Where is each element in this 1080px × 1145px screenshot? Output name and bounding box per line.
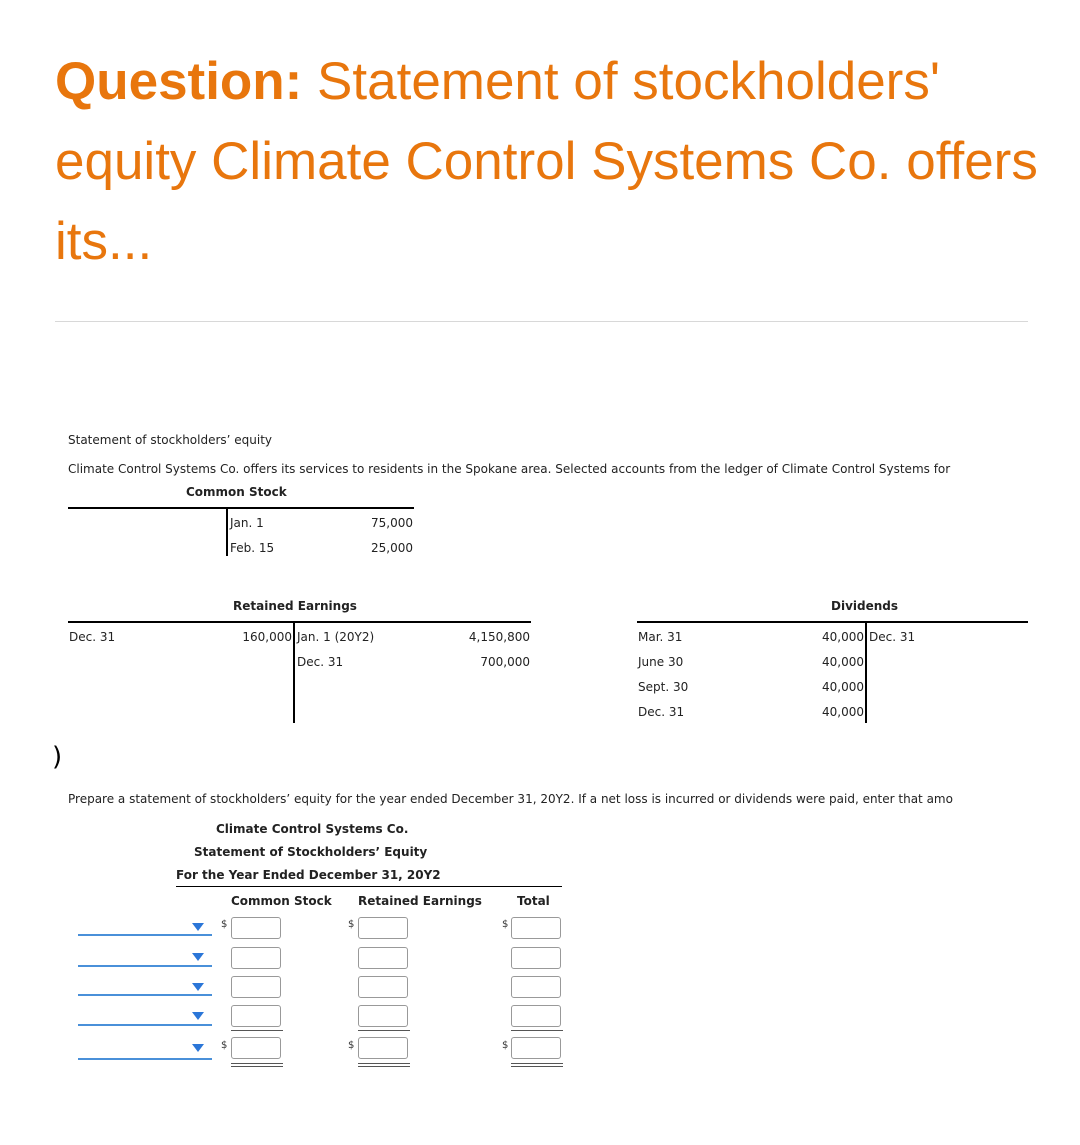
row-label-dropdown[interactable] [78, 934, 212, 936]
currency-symbol: $ [502, 1040, 509, 1051]
double-rule [231, 1063, 283, 1064]
retained-earnings-input[interactable] [358, 976, 408, 998]
dividends-title: Dividends [831, 599, 899, 613]
stray-parenthesis: ) [52, 742, 63, 772]
currency-symbol: $ [348, 1040, 355, 1051]
re-title: Retained Earnings [233, 599, 357, 613]
t-account-top-line [68, 621, 531, 623]
problem-intro: Climate Control Systems Co. offers its services to residents in the Spokane area. Selected accounts from the ledger of Climate Control Systems for [68, 462, 951, 476]
t-account-top-line [637, 621, 1028, 623]
cs-credit-date-1: Jan. 1 [230, 516, 264, 530]
question-title [55, 42, 1055, 282]
dropdown-arrow-icon[interactable] [192, 953, 204, 961]
dropdown-arrow-icon[interactable] [192, 1012, 204, 1020]
statement-period: For the Year Ended December 31, 20Y2 [176, 868, 441, 882]
cs-credit-amount-1: 75,000 [371, 516, 413, 530]
re-debit-date: Dec. 31 [69, 630, 116, 644]
div-debit-date-1: Mar. 31 [638, 630, 683, 644]
question-prefix: Question: [55, 52, 303, 111]
total-input[interactable] [511, 1037, 561, 1059]
row-label-dropdown[interactable] [78, 994, 212, 996]
double-rule [511, 1063, 563, 1064]
total-input[interactable] [511, 947, 561, 969]
div-debit-amount-2: 40,000 [822, 655, 864, 669]
t-account-divider [293, 621, 295, 723]
common-stock-input[interactable] [231, 976, 281, 998]
common-stock-title: Common Stock [186, 485, 287, 499]
row-label-dropdown[interactable] [78, 1024, 212, 1026]
cs-credit-amount-2: 25,000 [371, 541, 413, 555]
currency-symbol: $ [348, 919, 355, 930]
double-rule [358, 1066, 410, 1067]
statement-company: Climate Control Systems Co. [216, 822, 409, 836]
currency-symbol: $ [502, 919, 509, 930]
retained-earnings-input[interactable] [358, 947, 408, 969]
column-header-common-stock: Common Stock [231, 894, 332, 908]
t-account-divider [226, 507, 228, 556]
subtotal-rule [511, 1030, 563, 1031]
currency-symbol: $ [221, 1040, 228, 1051]
common-stock-input[interactable] [231, 947, 281, 969]
re-credit-amount-1: 4,150,800 [468, 630, 530, 644]
retained-earnings-input[interactable] [358, 1005, 408, 1027]
retained-earnings-input[interactable] [358, 917, 408, 939]
div-debit-amount-4: 40,000 [822, 705, 864, 719]
dropdown-arrow-icon[interactable] [192, 1044, 204, 1052]
retained-earnings-input[interactable] [358, 1037, 408, 1059]
total-input[interactable] [511, 1005, 561, 1027]
div-credit-date: Dec. 31 [869, 630, 916, 644]
t-account-divider [865, 621, 867, 723]
column-header-retained-earnings: Retained Earnings [358, 894, 482, 908]
column-header-total: Total [517, 894, 550, 908]
div-debit-date-2: June 30 [638, 655, 684, 669]
double-rule [231, 1066, 283, 1067]
re-debit-amount: 160,000 [242, 630, 292, 644]
statement-name: Statement of Stockholders’ Equity [194, 845, 428, 859]
re-credit-amount-2: 700,000 [480, 655, 530, 669]
common-stock-input[interactable] [231, 1037, 281, 1059]
subtotal-rule [231, 1030, 283, 1031]
header-rule [176, 886, 562, 887]
total-input[interactable] [511, 976, 561, 998]
total-input[interactable] [511, 917, 561, 939]
dropdown-arrow-icon[interactable] [192, 983, 204, 991]
div-debit-date-4: Dec. 31 [638, 705, 685, 719]
currency-symbol: $ [221, 919, 228, 930]
cs-credit-date-2: Feb. 15 [230, 541, 275, 555]
row-label-dropdown[interactable] [78, 965, 212, 967]
common-stock-input[interactable] [231, 1005, 281, 1027]
div-debit-amount-1: 40,000 [822, 630, 864, 644]
divider [55, 321, 1028, 322]
subtotal-rule [358, 1030, 410, 1031]
problem-instruction: Prepare a statement of stockholders’ equity for the year ended December 31, 20Y2. If a net loss is incurred or dividends were paid, enter that amo [68, 792, 953, 806]
div-debit-amount-3: 40,000 [822, 680, 864, 694]
row-label-dropdown[interactable] [78, 1058, 212, 1060]
question-text: Statement of stockholders' equity Climate Control Systems Co. offers its... [55, 52, 1038, 271]
dropdown-arrow-icon[interactable] [192, 923, 204, 931]
double-rule [511, 1066, 563, 1067]
double-rule [358, 1063, 410, 1064]
common-stock-input[interactable] [231, 917, 281, 939]
div-debit-date-3: Sept. 30 [638, 680, 689, 694]
re-credit-date-1: Jan. 1 (20Y2) [297, 630, 375, 644]
problem-heading: Statement of stockholders’ equity [68, 433, 273, 447]
re-credit-date-2: Dec. 31 [297, 655, 344, 669]
t-account-top-line [68, 507, 414, 509]
